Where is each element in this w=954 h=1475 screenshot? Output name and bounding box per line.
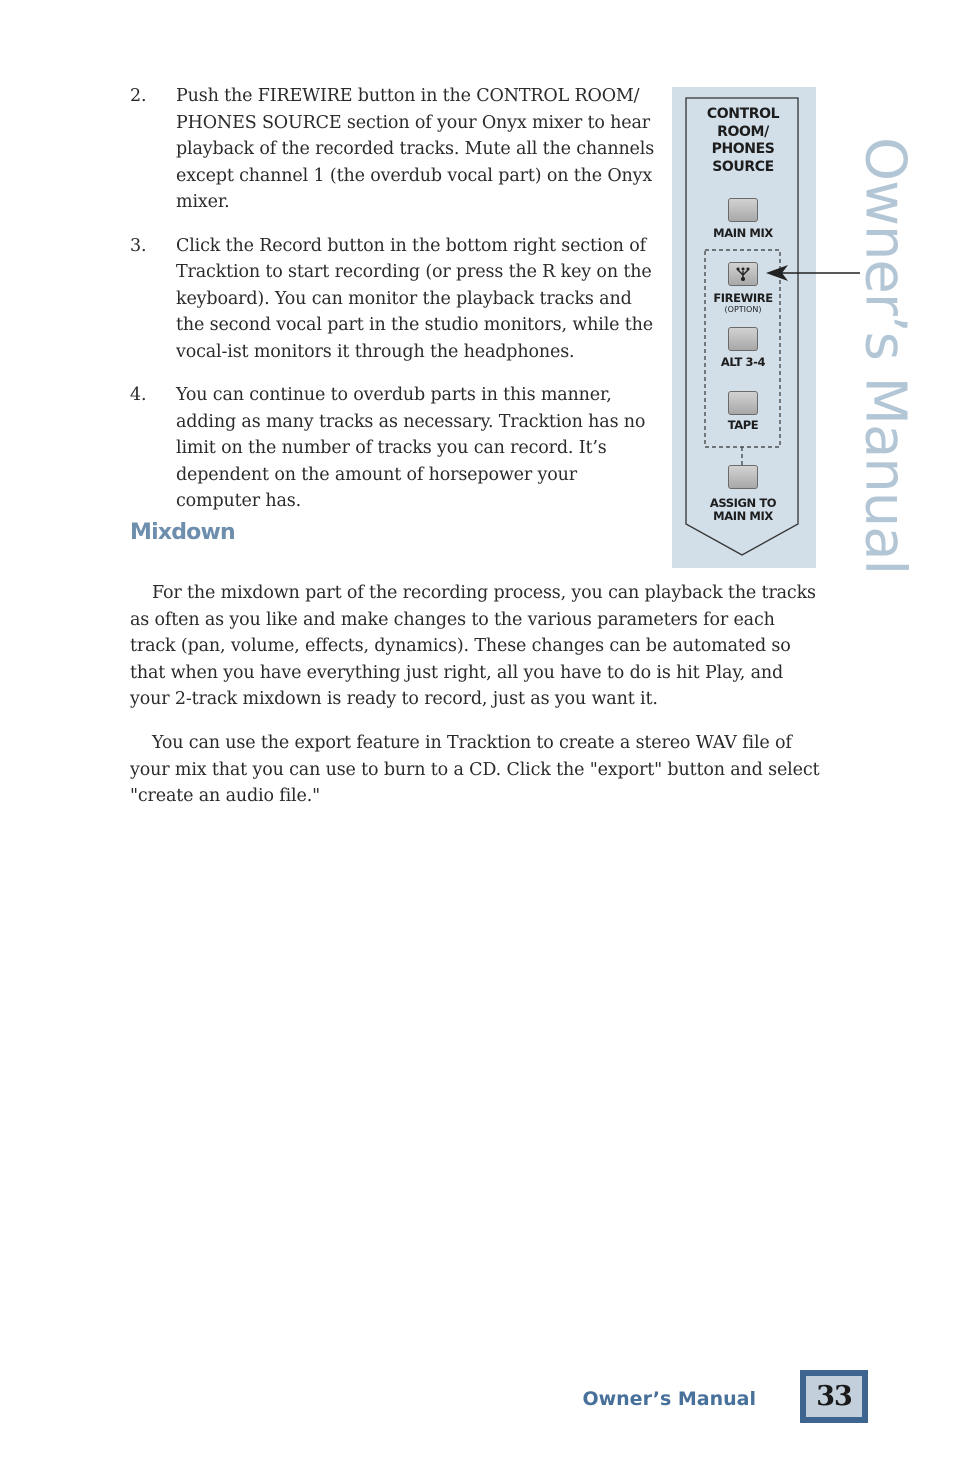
assign-label <box>672 497 814 523</box>
assign-label-line: ASSIGN TO <box>709 496 777 510</box>
firewire-label: FIREWIRE <box>713 291 773 305</box>
side-title: Owner’s Manual <box>852 137 918 575</box>
page-number-badge <box>800 1370 868 1423</box>
alt-3-4-button <box>728 327 758 351</box>
panel-title-line: CONTROL <box>706 106 780 122</box>
step-text: Push the FIREWIRE button in the CONTROL ROOM/ PHONES SOURCE section of your Onyx mixer to hear playback of the recorded tracks. Mute all the channels except channel 1 (the overdub vocal part) on the Onyx mixer. <box>176 86 655 212</box>
tape-button <box>728 391 758 415</box>
step-3 <box>130 233 660 366</box>
step-number: 2. <box>130 86 147 106</box>
tape-label: TAPE <box>727 418 759 432</box>
firewire-option-label: (OPTION) <box>724 305 762 314</box>
alt-3-4-label: ALT 3-4 <box>720 355 766 369</box>
step-2 <box>130 83 660 216</box>
section-heading-mixdown: Mixdown <box>130 520 235 545</box>
export-paragraph: You can use the export feature in Tracktion to create a stereo WAV file of your mix that you can use to burn to a CD. Click the "export" button and select "create an audio file." <box>130 733 820 806</box>
step-4 <box>130 382 660 515</box>
step-number: 4. <box>130 385 147 405</box>
panel-title-line: SOURCE <box>712 158 774 175</box>
firewire-icon <box>729 263 757 285</box>
step-text: You can continue to overdub parts in this manner, adding as many tracks as necessary. Tracktion has no limit on the number of tracks you can record. It’s dependent on the amount of horsepower your computer has. <box>176 385 646 511</box>
main-mix-label: MAIN MIX <box>713 226 773 240</box>
panel-title-line: ROOM/ <box>717 123 769 140</box>
panel-title <box>672 106 814 176</box>
firewire-button <box>728 262 758 286</box>
step-text: Click the Record button in the bottom right section of Tracktion to start recording (or press the R key on the keyboard). You can monitor the playback tracks and the second vocal part in the studio monitors, while the vocal-ist monitors it through the headphones. <box>176 235 653 362</box>
assign-label-line: MAIN MIX <box>713 509 773 523</box>
footer-label: Owner’s Manual <box>582 1388 756 1410</box>
main-mix-button <box>728 198 758 222</box>
assign-to-main-mix-button <box>728 465 758 489</box>
page-number: 33 <box>806 1376 862 1417</box>
numbered-steps <box>130 83 660 532</box>
mixdown-paragraph: For the mixdown part of the recording process, you can playback the tracks as often as you like and make changes to the various parameters for each track (pan, volume, effects, dynamics). These changes can be automated so that when you have everything just right, all you have to do is hit Play, and your 2-track mixdown is ready to record, just as you want it. <box>130 583 816 709</box>
panel-title-line: PHONES <box>711 141 775 157</box>
step-number: 3. <box>130 235 147 256</box>
